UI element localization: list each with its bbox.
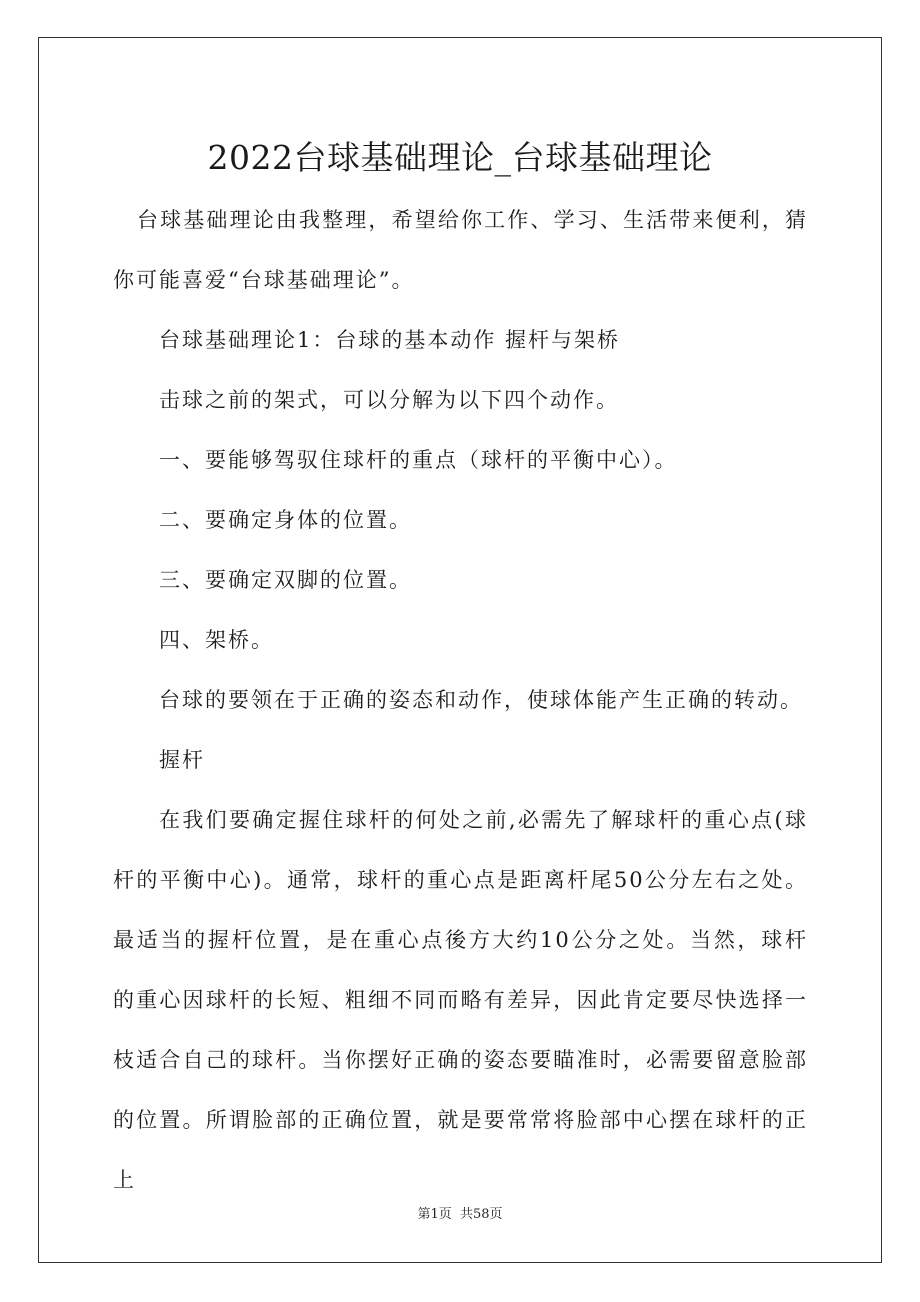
page-number: 第1页 [417,1207,452,1222]
list-item-1: 一、要能够驾驭住球杆的重点（球杆的平衡中心）。 [159,448,678,472]
paragraph: 在我们要确定握住球杆的何处之前,必需先了解球杆的重心点(球杆的平衡中心)。通常，球杆的重心点是距离杆尾50公分左右之处。最适当的握杆位置，是在重心点後方大约10公分之处。当然，球杆的重心因球杆的长短、粗细不同而略有差异，因此肯定要尽快选择一枝适合自己的球杆。当你摆好正确的姿态要瞄准时，必需要留意脸部的位置。所谓脸部的正确位置，就是要常常将脸部中心摆在球杆的正上 [113,808,808,1192]
paragraph: 台球的要领在于正确的姿态和动作，使球体能产生正确的转动。 [159,688,803,712]
intro-paragraph: 台球基础理论由我整理，希望给你工作、学习、生活带来便利，猜你可能喜爱“台球基础理论”。 [113,208,808,292]
document-body [113,190,808,1210]
page-total: 共58页 [459,1207,503,1222]
list-item-4: 四、架桥。 [159,628,274,652]
page-footer [38,1205,882,1225]
section-heading: 台球基础理论1：台球的基本动作 握杆与架桥 [159,328,621,352]
list-item-3: 三、要确定双脚的位置。 [159,568,412,592]
document-title: 2022台球基础理论_台球基础理论 [207,138,713,178]
list-item-2: 二、要确定身体的位置。 [159,508,412,532]
paragraph: 击球之前的架式，可以分解为以下四个动作。 [159,388,619,412]
subheading-grip: 握杆 [159,748,205,772]
